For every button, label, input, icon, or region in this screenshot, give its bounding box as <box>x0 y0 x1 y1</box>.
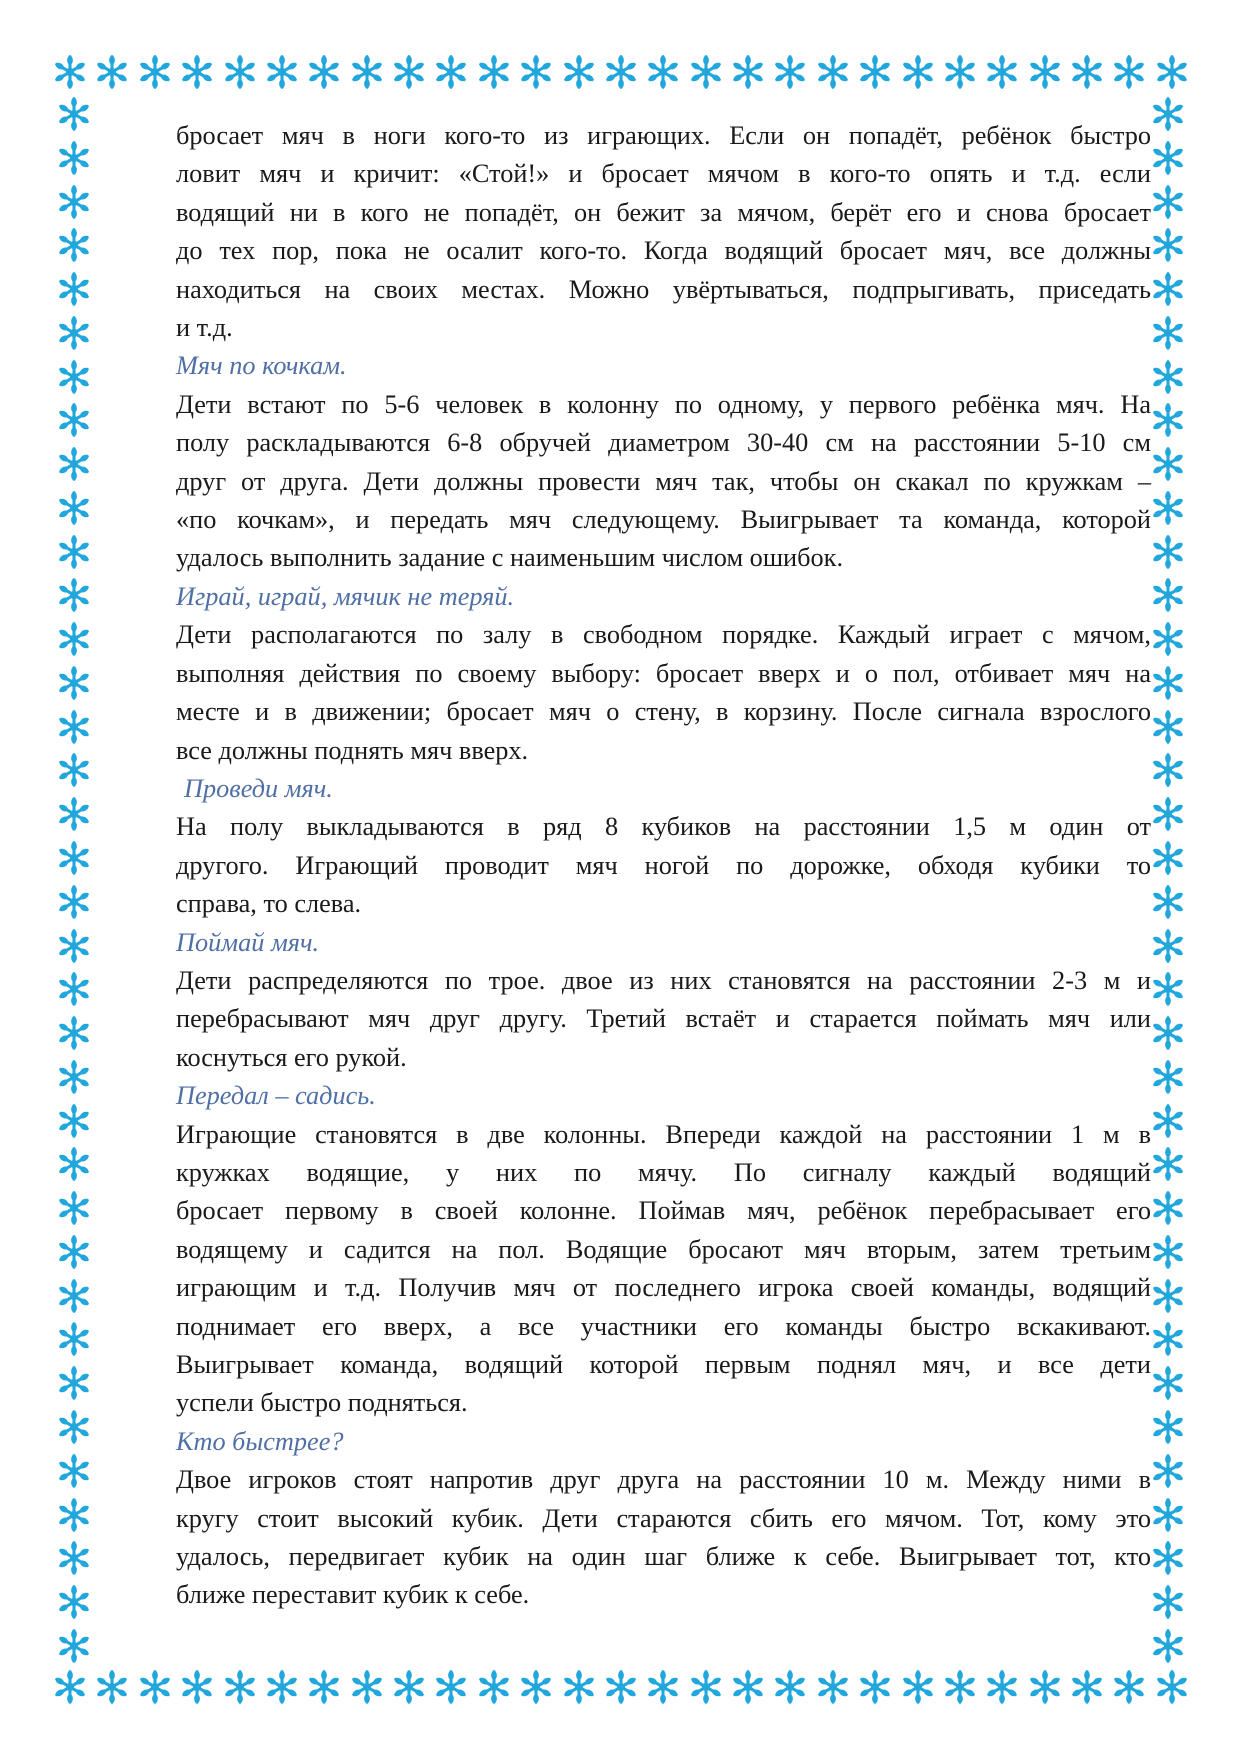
text-line: Выигрывает команда, водящий которой первым поднял мяч, и все дети <box>176 1350 1151 1379</box>
border-right <box>1146 96 1190 1664</box>
page-content <box>176 117 1151 1615</box>
snowflake-icon <box>433 1669 469 1705</box>
snowflake-icon <box>56 446 92 482</box>
text-line: поднимает его вверх, а все участники его команды быстро вскакивают. <box>176 1311 1151 1341</box>
snowflake-icon <box>222 1669 258 1705</box>
snowflake-icon <box>1150 928 1186 964</box>
snowflake-icon <box>56 271 92 307</box>
snowflake-icon <box>1150 315 1186 351</box>
snowflake-icon <box>1150 534 1186 570</box>
snowflake-icon <box>222 54 258 90</box>
text-line: ловит мяч и кричит: «Стой!» и бросает мячом в кого-то опять и т.д. если <box>176 159 1151 189</box>
snowflake-icon <box>1150 840 1186 876</box>
snowflake-icon <box>56 1453 92 1489</box>
snowflake-icon <box>56 96 92 132</box>
snowflake-icon <box>56 1234 92 1270</box>
snowflake-icon <box>688 1669 724 1705</box>
snowflake-icon <box>56 796 92 832</box>
snowflake-icon <box>179 1669 215 1705</box>
text-line: ближе переставит кубик к себе. <box>176 1580 530 1610</box>
snowflake-icon <box>1150 884 1186 920</box>
snowflake-icon <box>56 928 92 964</box>
snowflake-icon <box>1150 1628 1186 1664</box>
text-line: перебрасывают мяч друг другу. Третий встаёт и старается поймать мяч или <box>176 1004 1151 1034</box>
snowflake-icon <box>56 577 92 613</box>
snowflake-icon <box>1154 1669 1190 1705</box>
text-line: кругу стоит высокий кубик. Дети стараются сбить его мячом. Тот, кому это <box>176 1503 1151 1533</box>
snowflake-icon <box>1150 1103 1186 1139</box>
snowflake-icon <box>1150 796 1186 832</box>
snowflake-icon <box>52 54 88 90</box>
snowflake-icon <box>1150 577 1186 613</box>
game-title: Кто быстрее? <box>176 1426 344 1456</box>
text-line: друг от друга. Дети должны провести мяч так, чтобы он скакал по кружкам – <box>176 466 1151 496</box>
snowflake-icon <box>1150 359 1186 395</box>
border-top <box>52 50 1190 94</box>
snowflake-icon <box>772 1669 808 1705</box>
snowflake-icon <box>772 54 808 90</box>
snowflake-icon <box>518 1669 554 1705</box>
snowflake-icon <box>56 1103 92 1139</box>
snowflake-icon <box>1150 1584 1186 1620</box>
snowflake-icon <box>1150 1234 1186 1270</box>
snowflake-icon <box>56 665 92 701</box>
snowflake-icon <box>900 1669 936 1705</box>
snowflake-icon <box>561 54 597 90</box>
game-title: Мяч по кочкам. <box>176 351 347 381</box>
snowflake-icon <box>1027 1669 1063 1705</box>
text-line: водящему и садится на пол. Водящие бросают мяч вторым, затем третьим <box>176 1234 1151 1264</box>
text-line: На полу выкладываются в ряд 8 кубиков на расстоянии 1,5 м один от <box>176 812 1151 842</box>
snowflake-icon <box>518 54 554 90</box>
snowflake-icon <box>56 184 92 220</box>
snowflake-icon <box>900 54 936 90</box>
snowflake-icon <box>56 227 92 263</box>
text-line: играющим и т.д. Получив мяч от последнего игрока своей команды, водящий <box>176 1273 1151 1303</box>
snowflake-icon <box>1150 1321 1186 1357</box>
snowflake-icon <box>433 54 469 90</box>
text-line: другого. Играющий проводит мяч ногой по дорожке, обходя кубики то <box>176 850 1151 880</box>
snowflake-icon <box>56 315 92 351</box>
text-line: все должны поднять мяч вверх. <box>176 735 529 765</box>
snowflake-icon <box>984 1669 1020 1705</box>
snowflake-icon <box>56 621 92 657</box>
snowflake-icon <box>561 1669 597 1705</box>
snowflake-icon <box>56 1584 92 1620</box>
snowflake-icon <box>56 1365 92 1401</box>
snowflake-icon <box>56 1409 92 1445</box>
snowflake-icon <box>688 54 724 90</box>
snowflake-icon <box>730 1669 766 1705</box>
text-line: кружках водящие, у них по мячу. По сигналу каждый водящий <box>176 1157 1151 1187</box>
text-line: коснуться его рукой. <box>176 1042 407 1072</box>
snowflake-icon <box>603 54 639 90</box>
snowflake-icon <box>1150 96 1186 132</box>
snowflake-icon <box>1150 271 1186 307</box>
snowflake-icon <box>94 54 130 90</box>
snowflake-icon <box>56 1146 92 1182</box>
text-line: Дети встают по 5-6 человек в колонну по одному, у первого ребёнка мяч. На <box>176 389 1151 419</box>
snowflake-icon <box>1111 54 1147 90</box>
snowflake-icon <box>179 54 215 90</box>
snowflake-icon <box>1069 54 1105 90</box>
game-title: Проведи мяч. <box>184 773 333 803</box>
snowflake-icon <box>1150 1453 1186 1489</box>
snowflake-icon <box>942 54 978 90</box>
border-bottom <box>52 1665 1190 1709</box>
snowflake-icon <box>56 884 92 920</box>
snowflake-icon <box>56 1540 92 1576</box>
snowflake-icon <box>1150 184 1186 220</box>
text-line: удалось выполнить задание с наименьшим числом ошибок. <box>176 543 844 573</box>
text-line: до тех пор, пока не осалит кого-то. Когда водящий бросает мяч, все должны <box>176 236 1151 266</box>
snowflake-icon <box>56 1321 92 1357</box>
snowflake-icon <box>1150 752 1186 788</box>
snowflake-icon <box>1154 54 1190 90</box>
snowflake-icon <box>645 54 681 90</box>
snowflake-icon <box>476 1669 512 1705</box>
text-line: выполняя действия по своему выбору: бросает вверх и о пол, отбивает мяч на <box>176 658 1151 688</box>
snowflake-icon <box>1150 1540 1186 1576</box>
text-line: Двое игроков стоят напротив друг друга на расстоянии 10 м. Между ними в <box>176 1465 1151 1495</box>
snowflake-icon <box>1150 1278 1186 1314</box>
snowflake-icon <box>56 840 92 876</box>
snowflake-icon <box>56 709 92 745</box>
snowflake-icon <box>857 54 893 90</box>
snowflake-icon <box>1150 1497 1186 1533</box>
snowflake-icon <box>56 1628 92 1664</box>
snowflake-icon <box>1150 709 1186 745</box>
snowflake-icon <box>1150 1365 1186 1401</box>
snowflake-icon <box>984 54 1020 90</box>
snowflake-icon <box>56 140 92 176</box>
snowflake-icon <box>815 1669 851 1705</box>
snowflake-icon <box>264 1669 300 1705</box>
text-line: месте и в движении; бросает мяч о стену, в корзину. После сигнала взрослого <box>176 697 1151 727</box>
snowflake-icon <box>1150 1409 1186 1445</box>
snowflake-icon <box>56 490 92 526</box>
snowflake-icon <box>56 402 92 438</box>
snowflake-icon <box>1150 227 1186 263</box>
snowflake-icon <box>1150 490 1186 526</box>
snowflake-icon <box>815 54 851 90</box>
snowflake-icon <box>56 1278 92 1314</box>
snowflake-icon <box>349 1669 385 1705</box>
snowflake-icon <box>730 54 766 90</box>
snowflake-icon <box>857 1669 893 1705</box>
snowflake-icon <box>306 1669 342 1705</box>
snowflake-icon <box>56 534 92 570</box>
text-line: «по кочкам», и передать мяч следующему. Выигрывает та команда, которой <box>176 505 1151 535</box>
game-title: Передал – садись. <box>176 1081 376 1111</box>
snowflake-icon <box>52 1669 88 1705</box>
snowflake-icon <box>56 1497 92 1533</box>
snowflake-icon <box>1150 1059 1186 1095</box>
snowflake-icon <box>1150 971 1186 1007</box>
snowflake-icon <box>1069 1669 1105 1705</box>
game-title: Поймай мяч. <box>176 927 320 957</box>
text-line: удалось, передвигает кубик на один шаг ближе к себе. Выигрывает тот, кто <box>176 1542 1151 1572</box>
snowflake-icon <box>56 1015 92 1051</box>
text-line: Дети распределяются по трое. двое из них становятся на расстоянии 2-3 м и <box>176 965 1151 995</box>
snowflake-icon <box>1150 621 1186 657</box>
snowflake-icon <box>1150 402 1186 438</box>
text-line: и т.д. <box>176 313 233 343</box>
snowflake-icon <box>56 1190 92 1226</box>
snowflake-icon <box>137 54 173 90</box>
snowflake-icon <box>1150 665 1186 701</box>
snowflake-icon <box>645 1669 681 1705</box>
snowflake-icon <box>391 1669 427 1705</box>
snowflake-icon <box>56 1059 92 1095</box>
snowflake-icon <box>1111 1669 1147 1705</box>
snowflake-icon <box>476 54 512 90</box>
snowflake-icon <box>1150 1190 1186 1226</box>
text-line: успели быстро подняться. <box>176 1388 468 1418</box>
text-line: бросает мяч в ноги кого-то из играющих. Если он попадёт, ребёнок быстро <box>176 121 1151 150</box>
border-left <box>52 96 96 1664</box>
snowflake-icon <box>94 1669 130 1705</box>
snowflake-icon <box>1150 1146 1186 1182</box>
snowflake-icon <box>603 1669 639 1705</box>
snowflake-icon <box>56 359 92 395</box>
snowflake-icon <box>349 54 385 90</box>
text-line: бросает первому в своей колонне. Поймав мяч, ребёнок перебрасывает его <box>176 1196 1151 1226</box>
snowflake-icon <box>1150 1015 1186 1051</box>
text-line: водящий ни в кого не попадёт, он бежит за мячом, берёт его и снова бросает <box>176 197 1151 227</box>
snowflake-icon <box>137 1669 173 1705</box>
text-line: Играющие становятся в две колонны. Впереди каждой на расстоянии 1 м в <box>176 1119 1151 1149</box>
snowflake-icon <box>1150 140 1186 176</box>
snowflake-icon <box>942 1669 978 1705</box>
snowflake-icon <box>391 54 427 90</box>
text-line: справа, то слева. <box>176 889 362 919</box>
snowflake-icon <box>264 54 300 90</box>
snowflake-icon <box>1150 446 1186 482</box>
snowflake-icon <box>1027 54 1063 90</box>
snowflake-icon <box>56 971 92 1007</box>
text-line: полу раскладываются 6-8 обручей диаметром 30-40 см на расстоянии 5-10 см <box>176 428 1151 458</box>
snowflake-icon <box>56 752 92 788</box>
text-line: находиться на своих местах. Можно увёртываться, подпрыгивать, приседать <box>176 274 1151 304</box>
game-title: Играй, играй, мячик не теряй. <box>176 581 515 611</box>
text-line: Дети располагаются по залу в свободном порядке. Каждый играет с мячом, <box>176 620 1151 650</box>
snowflake-icon <box>306 54 342 90</box>
